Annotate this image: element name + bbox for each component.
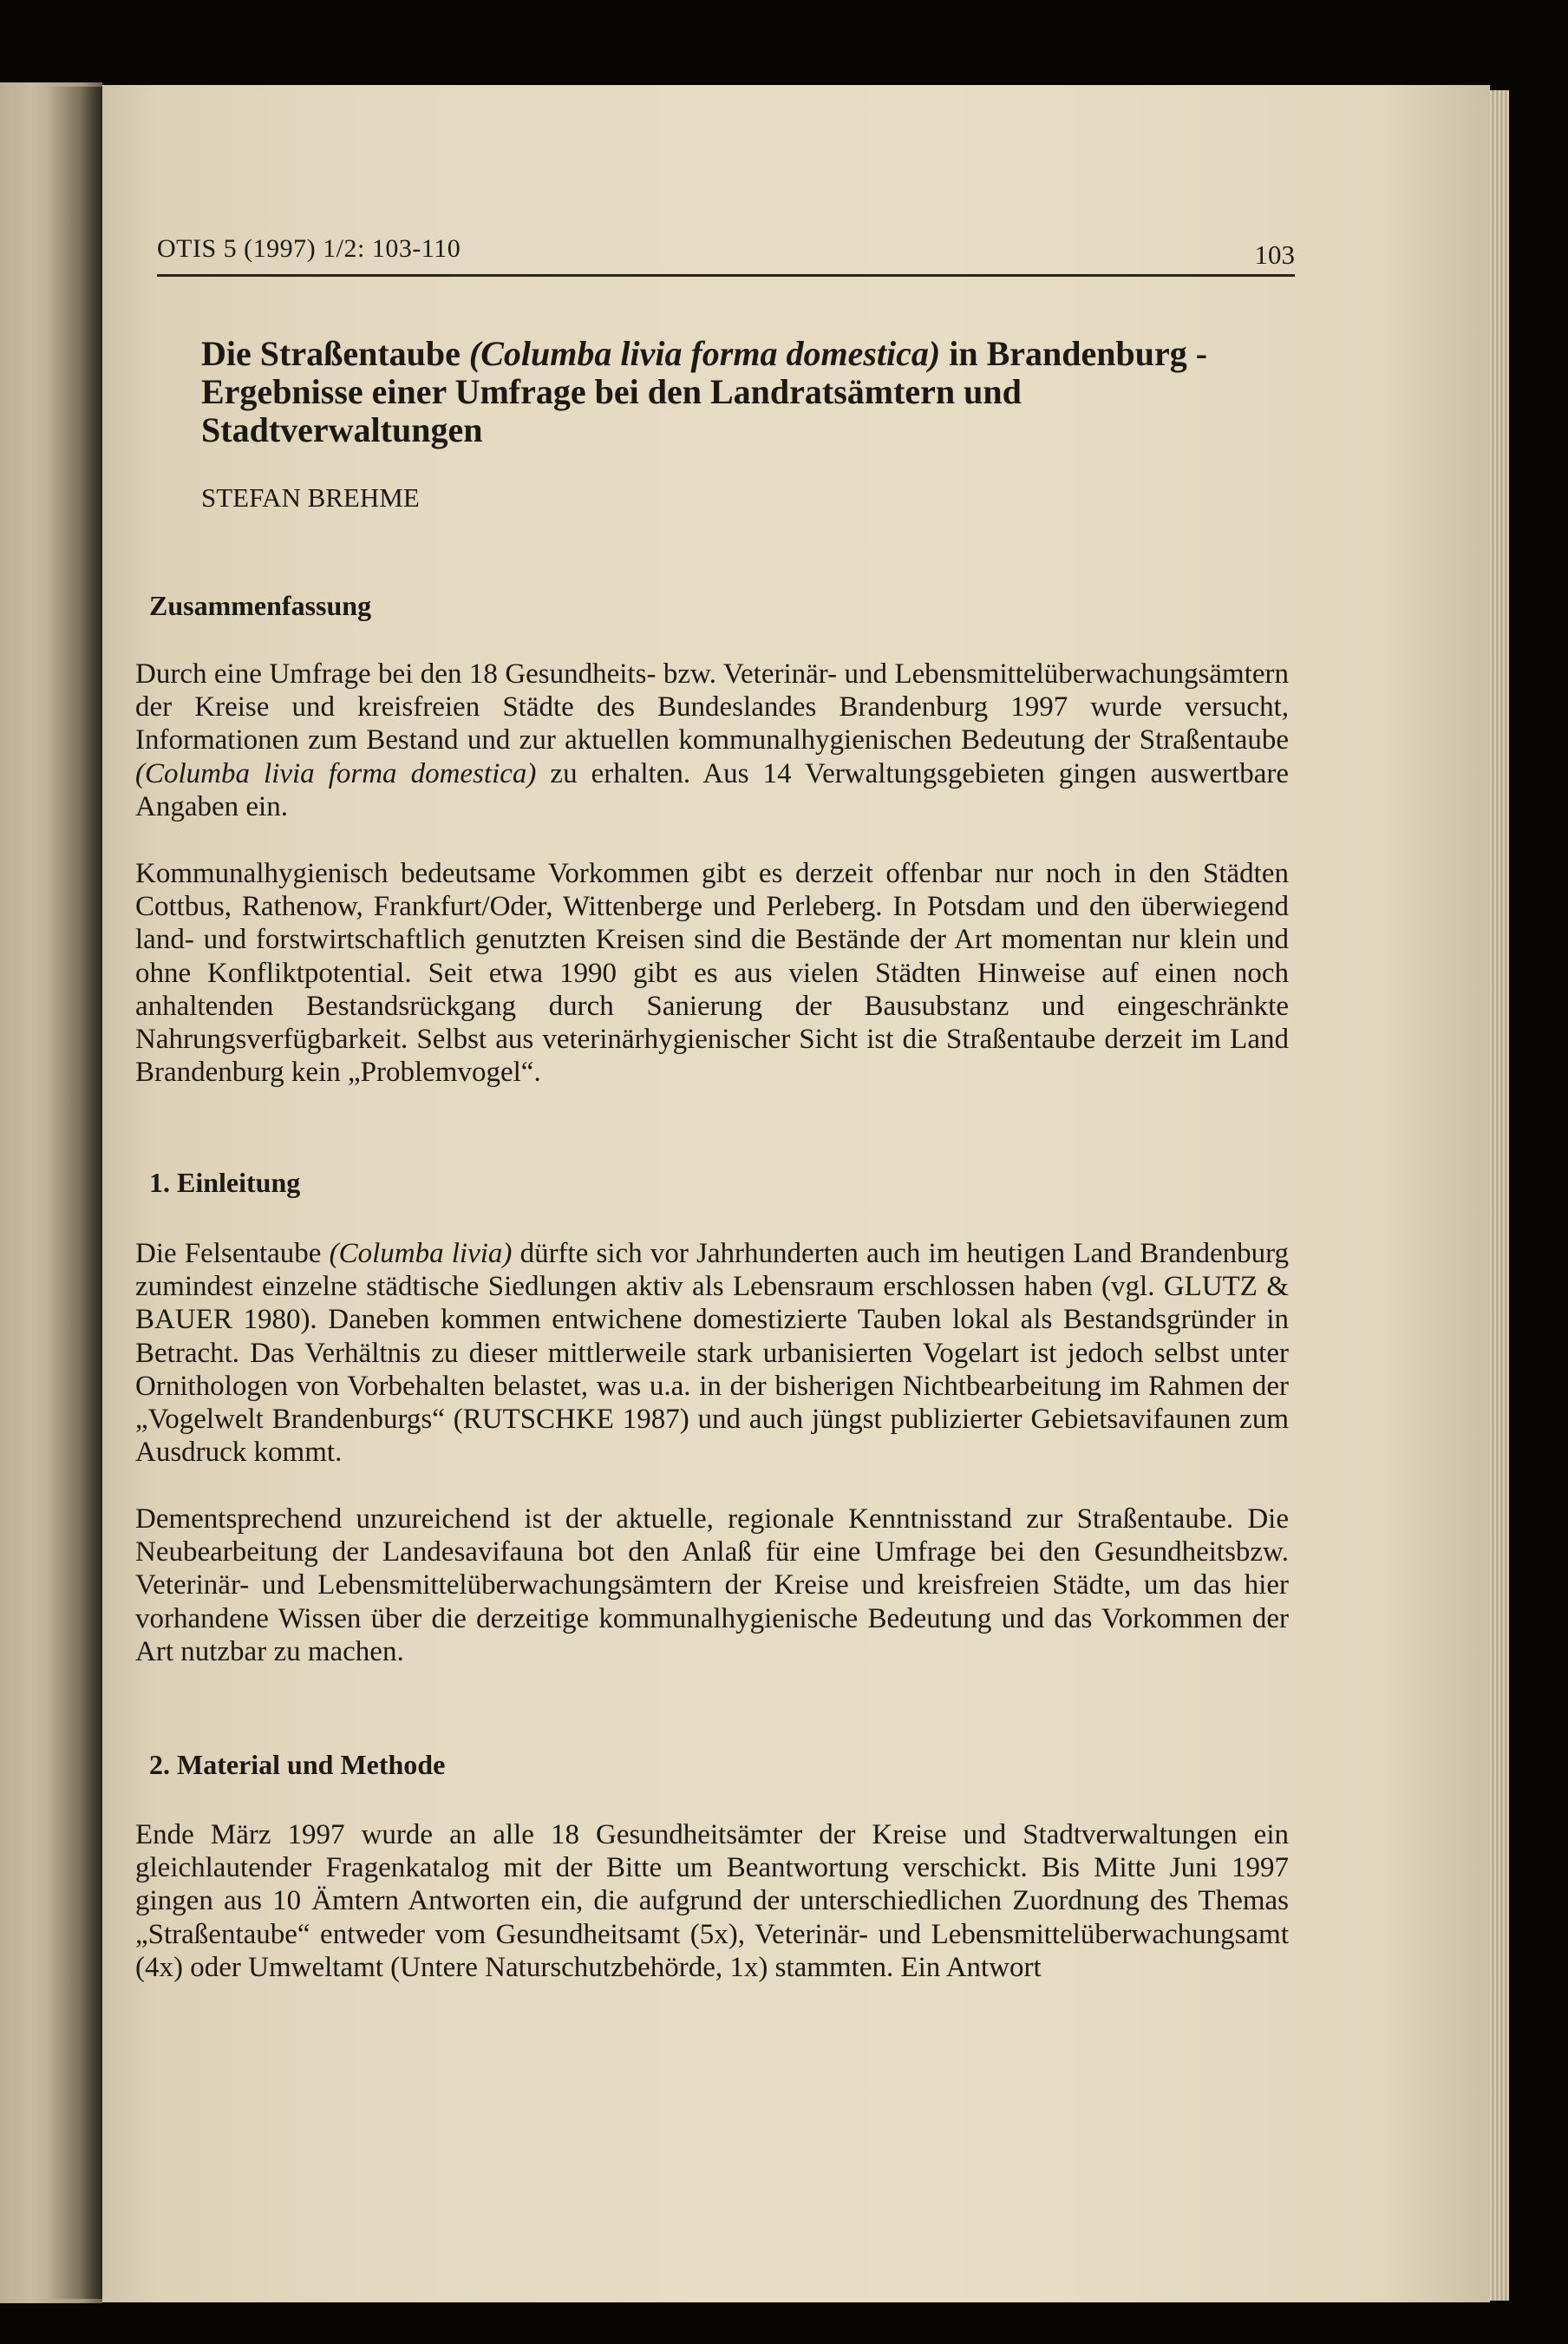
section-1-paragraph-1 [135, 1237, 1289, 1469]
summary-p1-species: (Columba livia forma domestica) [135, 757, 537, 789]
title-species-name: (Columba livia forma domestica) [468, 334, 941, 373]
section-1-p1-text-a: Die Felsentaube [135, 1238, 330, 1269]
section-1-heading: 1. Einleitung [149, 1167, 301, 1198]
page-number: 103 [1254, 239, 1295, 270]
section-2-paragraph-1: Ende März 1997 wurde an alle 18 Gesundheitsämter der Kreise und Stadtverwaltungen ein gleichlautender Fragenkatalog mit der Bitte um Beantwortung verschickt. Bis Mitte Juni 1997 gingen aus 10 Ämtern Antworten ein, die aufgrund der unterschiedlichen Zuordnung des Themas „Straßentaube“ entweder vom Gesundheitsamt (5x), Veterinär- und Lebensmittelüberwachungsamt (4x) oder Umweltamt (Untere Naturschutzbehörde, 1x) stammten. Ein Antwort [135, 1819, 1289, 1983]
section-1-p1-text-b: dürfte sich vor Jahrhunderten auch im heutigen Land Brandenburg zumindest einzelne städtische Siedlungen aktiv als Lebensraum erschlossen haben (vgl. GLUTZ & BAUER 1980). Daneben kommen entwichene domestizierte Tauben lokal als Bestandsgründer in Betracht. Das Verhältnis zu dieser mittlerweile stark urbanisierten Vogelart ist jedoch selbst unter Ornithologen von Vorbehalten belastet, was u.a. in der bisherigen Nichtbearbeitung im Rahmen der „Vogelwelt Brandenburgs“ (RUTSCHKE 1987) und auch jüngst publizierter Gebietsavifaunen zum Ausdruck kommt. [135, 1238, 1289, 1469]
journal-reference: OTIS 5 (1997) 1/2: 103-110 [157, 234, 461, 263]
section-2-heading: 2. Material und Methode [149, 1749, 446, 1780]
page-stack-edge [1490, 90, 1509, 2301]
title-text-2: in Brandenburg - Ergebnisse einer Umfrage bei den Landratsämtern und Stadtverwaltungen [201, 334, 1208, 449]
section-1-p1-species: (Columba livia) [329, 1238, 513, 1269]
summary-p1-text-a: Durch eine Umfrage bei den 18 Gesundheits- bzw. Veterinär- und Lebensmittelüberwachungsämtern der Kreise und kreisfreien Städte des Bundeslandes Brandenburg 1997 wurde versucht, Informationen zum Bestand und zur aktuellen kommunalhygienischen Bedeutung der Straßentaube [135, 658, 1289, 756]
running-header [157, 227, 1295, 277]
article-title [201, 335, 1303, 449]
title-text-1: Die Straßentaube [201, 334, 469, 373]
summary-paragraph-1 [135, 658, 1289, 823]
author-name: STEFAN BREHME [201, 482, 420, 513]
summary-heading: Zusammenfassung [149, 590, 372, 621]
section-1-paragraph-2: Dementsprechend unzureichend ist der aktuelle, regionale Kenntnisstand zur Straßentaube. Die Neubearbeitung der Landesavifauna bot den Anlaß für eine Umfrage bei den Gesundheitsbzw. Veterinär- und Lebensmittelüberwachungsämtern der Kreise und kreisfreien Städte, um das hier vorhandene Wissen über die derzeitige kommunalhygienische Bedeutung und das Vorkommen der Art nutzbar zu machen. [135, 1503, 1289, 1667]
summary-p1-text-b: zu erhalten. Aus 14 Verwaltungsgebieten gingen auswertbare Angaben ein. [135, 757, 1289, 822]
summary-paragraph-2: Kommunalhygienisch bedeutsame Vorkommen gibt es derzeit offenbar nur noch in den Städten Cottbus, Rathenow, Frankfurt/Oder, Wittenberge und Perleberg. In Potsdam und den überwiegend land- und forstwirtschaftlich genutzten Kreisen sind die Bestände der Art momentan nur klein und ohne Konfliktpotential. Seit etwa 1990 gibt es aus vielen Städten Hinweise auf einen noch anhaltenden Bestandsrückgang durch Sanierung der Bausubstanz und eingeschränkte Nahrungsverfügbarkeit. Selbst aus veterinärhygienischer Sicht ist die Straßentaube derzeit im Land Brandenburg kein „Problemvogel“. [135, 858, 1289, 1089]
book-gutter-shadow [48, 87, 102, 2299]
